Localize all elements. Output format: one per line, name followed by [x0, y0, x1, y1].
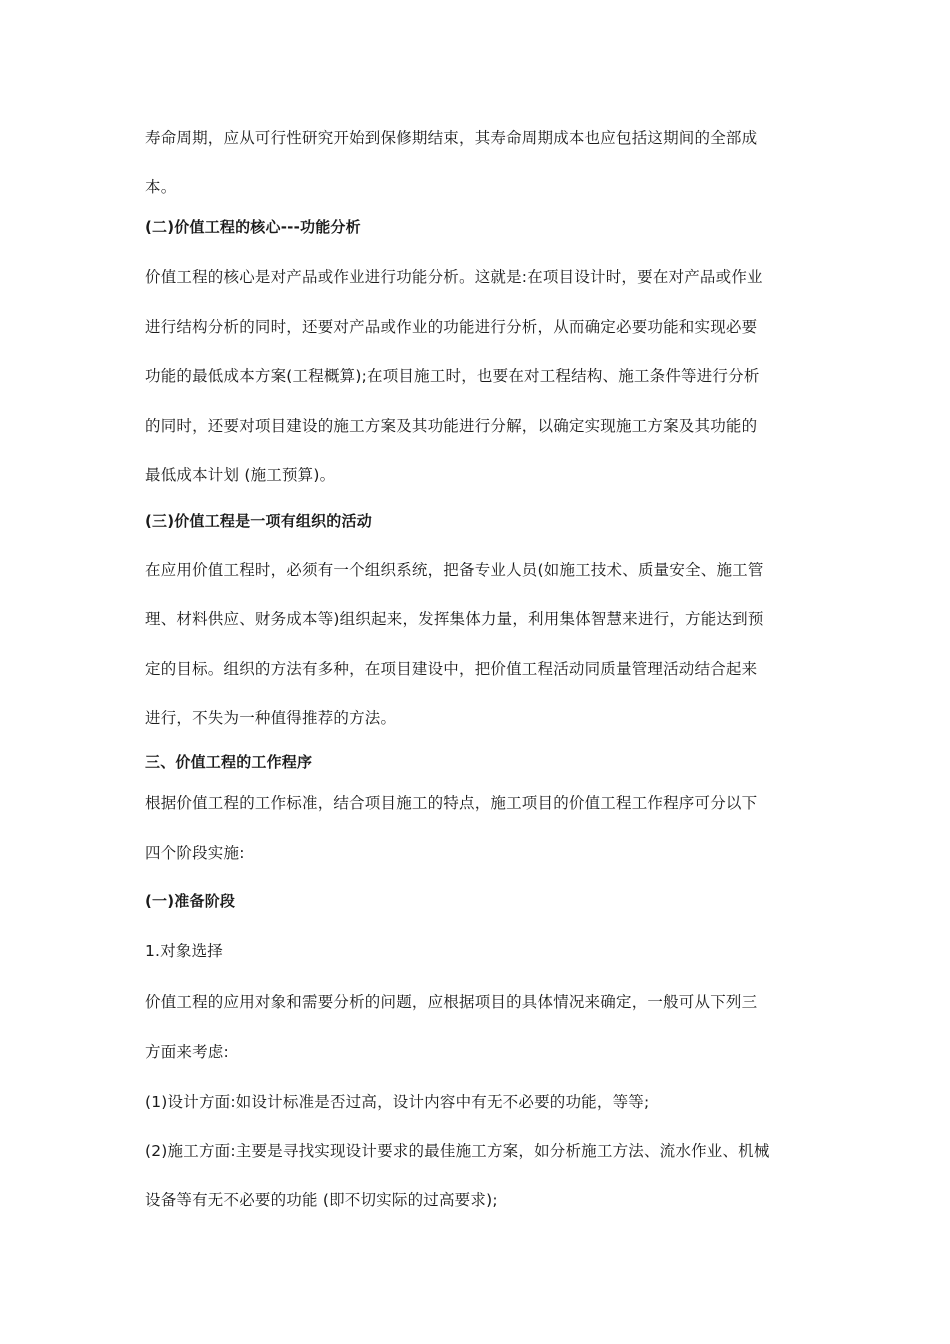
paragraph-line: 理、材料供应、财务成本等)组织起来，发挥集体力量，利用集体智慧来进行，方能达到预 [145, 610, 764, 628]
section-heading: (一)准备阶段 [145, 892, 236, 910]
section-heading: (三)价值工程是一项有组织的活动 [145, 512, 372, 530]
paragraph-line: 设备等有无不必要的功能 (即不切实际的过高要求); [145, 1191, 498, 1209]
section-heading: (二)价值工程的核心---功能分析 [145, 218, 361, 236]
paragraph-line: 功能的最低成本方案(工程概算);在项目施工时，也要在对工程结构、施工条件等进行分析 [145, 367, 760, 385]
paragraph-line: 进行结构分析的同时，还要对产品或作业的功能进行分析，从而确定必要功能和实现必要 [145, 318, 758, 336]
paragraph-line: 的同时，还要对项目建设的施工方案及其功能进行分解，以确定实现施工方案及其功能的 [145, 417, 758, 435]
paragraph-line: 根据价值工程的工作标准，结合项目施工的特点，施工项目的价值工程工作程序可分以下 [145, 794, 758, 812]
paragraph-line: 最低成本计划 (施工预算)。 [145, 466, 336, 484]
paragraph-line: (1)设计方面:如设计标准是否过高，设计内容中有无不必要的功能，等等; [145, 1093, 650, 1111]
paragraph-line: 本。 [145, 178, 177, 196]
paragraph-line: 进行，不失为一种值得推荐的方法。 [145, 709, 397, 727]
paragraph-line: 定的目标。组织的方法有多种，在项目建设中，把价值工程活动同质量管理活动结合起来 [145, 660, 758, 678]
paragraph-line: 寿命周期，应从可行性研究开始到保修期结束，其寿命周期成本也应包括这期间的全部成 [145, 129, 758, 147]
paragraph-line: 四个阶段实施: [145, 844, 245, 862]
section-heading: 三、价值工程的工作程序 [145, 753, 313, 771]
paragraph-line: 价值工程的核心是对产品或作业进行功能分析。这就是:在项目设计时，要在对产品或作业 [145, 268, 763, 286]
paragraph-line: 价值工程的应用对象和需要分析的问题，应根据项目的具体情况来确定，一般可从下列三 [145, 993, 758, 1011]
paragraph-line: 1.对象选择 [145, 942, 223, 960]
paragraph-line: 在应用价值工程时，必须有一个组织系统，把备专业人员(如施工技术、质量安全、施工管 [145, 561, 764, 579]
paragraph-line: (2)施工方面:主要是寻找实现设计要求的最佳施工方案，如分析施工方法、流水作业、机械 [145, 1142, 770, 1160]
paragraph-line: 方面来考虑: [145, 1043, 229, 1061]
